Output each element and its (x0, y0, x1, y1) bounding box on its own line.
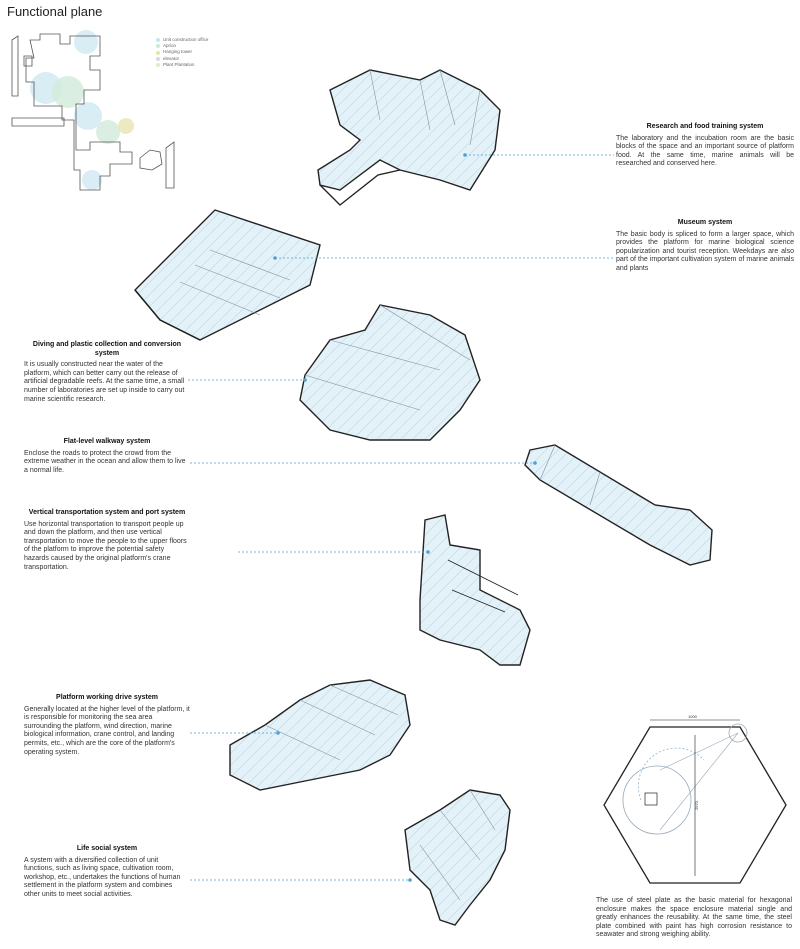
vertical-transportation-text (24, 509, 190, 572)
legend-label: Plant Plantation (163, 61, 195, 67)
system-description: The laboratory and the incubation room are the basic blocks of the space and an important source of platform food. At the same time, marine animals will be researched and conserved here. (616, 134, 794, 168)
system-title: Flat-level walkway system (63, 438, 151, 445)
life-social-text (24, 845, 190, 900)
page-title: Functional plane (7, 4, 103, 19)
site-plan (12, 30, 177, 190)
platform-working-drive-block (230, 680, 410, 790)
system-description: A system with a diversified collection of unit functions, such as living space, cultivation room, workshop, etc., undertakes the functions of human settlement in the platform system and combines other units to meet social activities. (24, 856, 181, 898)
system-description: The basic body is spliced to form a larger space, which provides the platform for marine biological science popularization and tourist reception. Weekdays are also part of the important cultivation system of marine animals and plants (616, 230, 794, 272)
system-description: Use horizontal transportation to transport people up and down the platform, and then use vertical transportation to move the people to the upper floors of the platform to improve the potential safety hazards caused by the original platform's crane transportation. (24, 520, 187, 571)
system-description: Enclose the roads to protect the crowd from the extreme weather in the ocean and allow them to live a normal life. (24, 449, 186, 474)
platform-working-drive-text (24, 694, 190, 757)
flat-level-walkway-text (24, 438, 190, 475)
legend-label: Aprion (163, 43, 177, 49)
museum-text (616, 219, 794, 274)
legend-label: Unit construction office (163, 37, 209, 42)
dimension-top: 1000 (688, 714, 697, 719)
system-title: Vertical transportation system and port system (28, 509, 186, 516)
flat-level-walkway-block (525, 445, 712, 565)
diving-plastic-collection-block (300, 305, 480, 440)
legend-label: Hanging tower (163, 49, 193, 55)
system-title: Research and food training system (646, 123, 764, 130)
system-description: It is usually constructed near the water of the platform, which can better carry out the release of artiﬁcial degradable reefs. At the same time, a small number of laboratories are set up inside to carry out marine scientiﬁc research. (24, 361, 185, 403)
research-food-training-text (616, 123, 794, 169)
system-title: Diving and plastic collection and conversion system (32, 341, 182, 357)
system-description: Generally located at the higher level of the platform, it is responsible for monitoring the sea area surrounding the platform, wind direction, marine biological information, crane control, and landing permits, etc., which are the core of the platform's operating system. (24, 705, 190, 756)
caption-text: The use of steel plate as the basic material for hexagonal enclosure makes the space enclosure material single and greatly enhances the reusability. At the same time, the steel plate combined with paint has high corrosion resistance to seawater and strong weighing ability. (596, 897, 792, 939)
legend-label: elevator (163, 55, 180, 61)
system-title: Museum system (677, 219, 733, 226)
diving-plastic-collection-text (24, 341, 190, 404)
system-title: Life social system (76, 845, 138, 852)
research-food-training-block (318, 70, 500, 205)
system-title: Platform working drive system (56, 694, 158, 701)
vertical-transportation-block (420, 515, 530, 665)
dimension-side: 2970 (694, 801, 699, 810)
life-social-block (405, 790, 510, 925)
steel-plate-caption (596, 897, 792, 940)
museum-block (135, 210, 320, 340)
